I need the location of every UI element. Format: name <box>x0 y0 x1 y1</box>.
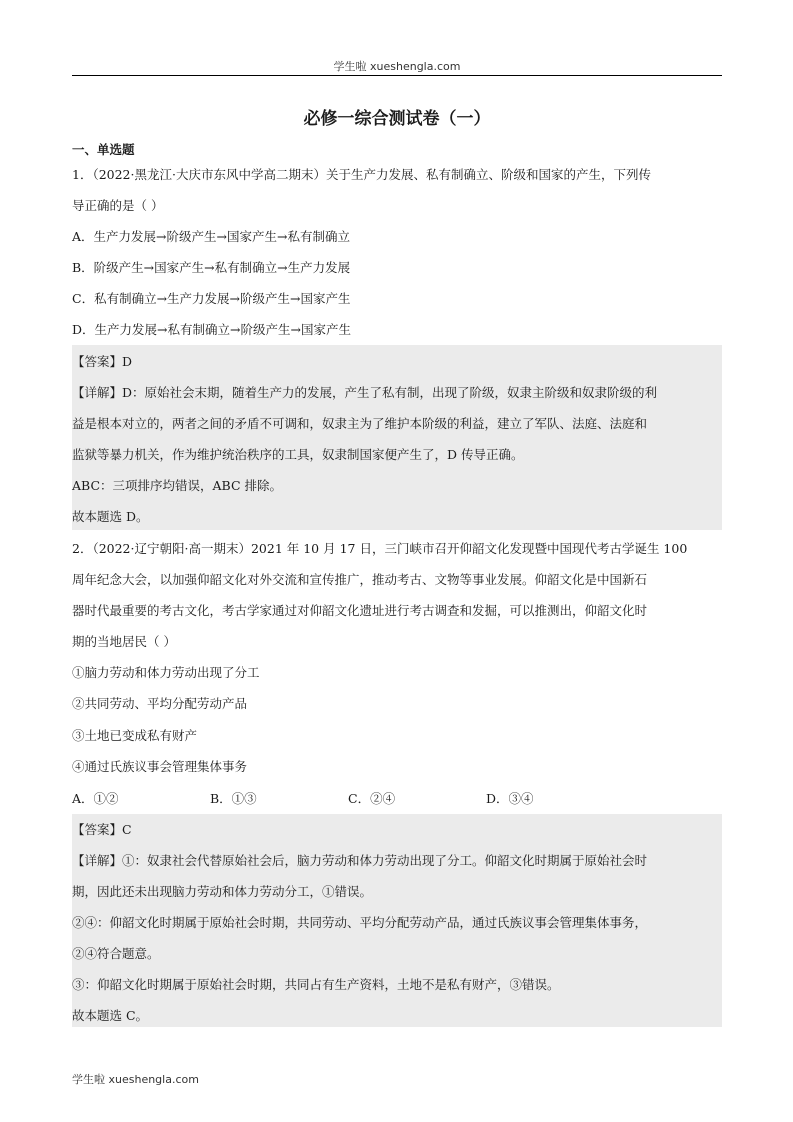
q1-stem-line1: 1．（2022·黑龙江·大庆市东风中学高二期末）关于生产力发展、私有制确立、阶级和国家的产生，下列传 <box>72 167 651 182</box>
q2-detail-line4: ②④符合题意。 <box>72 946 160 961</box>
q2-option-b: B．①③ <box>210 791 257 806</box>
q2-detail-line2: 期，因此还未出现脑力劳动和体力劳动分工，①错误。 <box>72 884 373 899</box>
section-heading: 一、单选题 <box>72 142 135 157</box>
q1-detail-line3: 监狱等暴力机关，作为维护统治秩序的工具，奴隶制国家便产生了，D 传导正确。 <box>72 447 524 462</box>
q2-statement-2: ②共同劳动、平均分配劳动产品 <box>72 696 248 711</box>
q2-detail-line5: ③：仰韶文化时期属于原始社会时期，共同占有生产资料，土地不是私有财产，③错误。 <box>72 977 560 992</box>
q2-options <box>72 790 722 808</box>
q2-stem-line2: 周年纪念大会，以加强仰韶文化对外交流和宣传推广，推动考古、文物等事业发展。仰韶文化是中国新石 <box>72 572 648 587</box>
q2-statement-1: ①脑力劳动和体力劳动出现了分工 <box>72 665 260 680</box>
q2-option-d: D．③④ <box>486 791 534 806</box>
q2-statement-3: ③土地已变成私有财产 <box>72 728 198 743</box>
q2-detail-line1: 【详解】①：奴隶社会代替原始社会后，脑力劳动和体力劳动出现了分工。仰韶文化时期属于原始社会时 <box>72 853 648 868</box>
q1-detail-line4: ABC：三项排序均错误，ABC 排除。 <box>72 478 282 493</box>
q2-stem-line4: 期的当地居民（ ） <box>72 634 176 649</box>
q2-conclusion: 故本题选 C。 <box>72 1008 149 1023</box>
q1-option-b: B．阶级产生→国家产生→私有制确立→生产力发展 <box>72 260 351 275</box>
q1-stem-line2: 导正确的是（ ） <box>72 198 164 213</box>
q1-option-a: A．生产力发展→阶级产生→国家产生→私有制确立 <box>72 229 350 244</box>
page-header: 学生啦 xueshengla.com <box>333 60 461 73</box>
q2-statement-4: ④通过氏族议事会管理集体事务 <box>72 759 248 774</box>
q1-detail-line2: 益是根本对立的，两者之间的矛盾不可调和，奴隶主为了维护本阶级的利益，建立了军队、法庭、法庭和 <box>72 416 648 431</box>
page-footer: 学生啦 xueshengla.com <box>72 1073 199 1086</box>
q2-stem-line1: 2．（2022·辽宁朝阳·高一期末）2021 年 10 月 17 日，三门峡市召开仰韶文化发现暨中国现代考古学诞生 100 <box>72 541 688 556</box>
q1-option-d: D．生产力发展→私有制确立→阶级产生→国家产生 <box>72 322 351 337</box>
page-title: 必修一综合测试卷（一） <box>303 109 491 129</box>
header-divider <box>72 75 722 76</box>
q2-answer: 【答案】C <box>72 822 132 837</box>
q2-detail-line3: ②④：仰韶文化时期属于原始社会时期，共同劳动、平均分配劳动产品，通过氏族议事会管理集体事务， <box>72 915 648 930</box>
q1-answer: 【答案】D <box>72 354 133 369</box>
q1-detail-line1: 【详解】D：原始社会末期，随着生产力的发展，产生了私有制，出现了阶级，奴隶主阶级和奴隶阶级的利 <box>72 385 658 400</box>
q2-option-c: C．②④ <box>348 791 396 806</box>
q2-option-a: A．①② <box>72 791 119 806</box>
q1-conclusion: 故本题选 D。 <box>72 509 149 524</box>
q1-option-c: C．私有制确立→生产力发展→阶级产生→国家产生 <box>72 291 351 306</box>
q2-stem-line3: 器时代最重要的考古文化，考古学家通过对仰韶文化遗址进行考古调查和发掘，可以推测出，仰韶文化时 <box>72 603 648 618</box>
q1-answer-block <box>72 345 722 530</box>
